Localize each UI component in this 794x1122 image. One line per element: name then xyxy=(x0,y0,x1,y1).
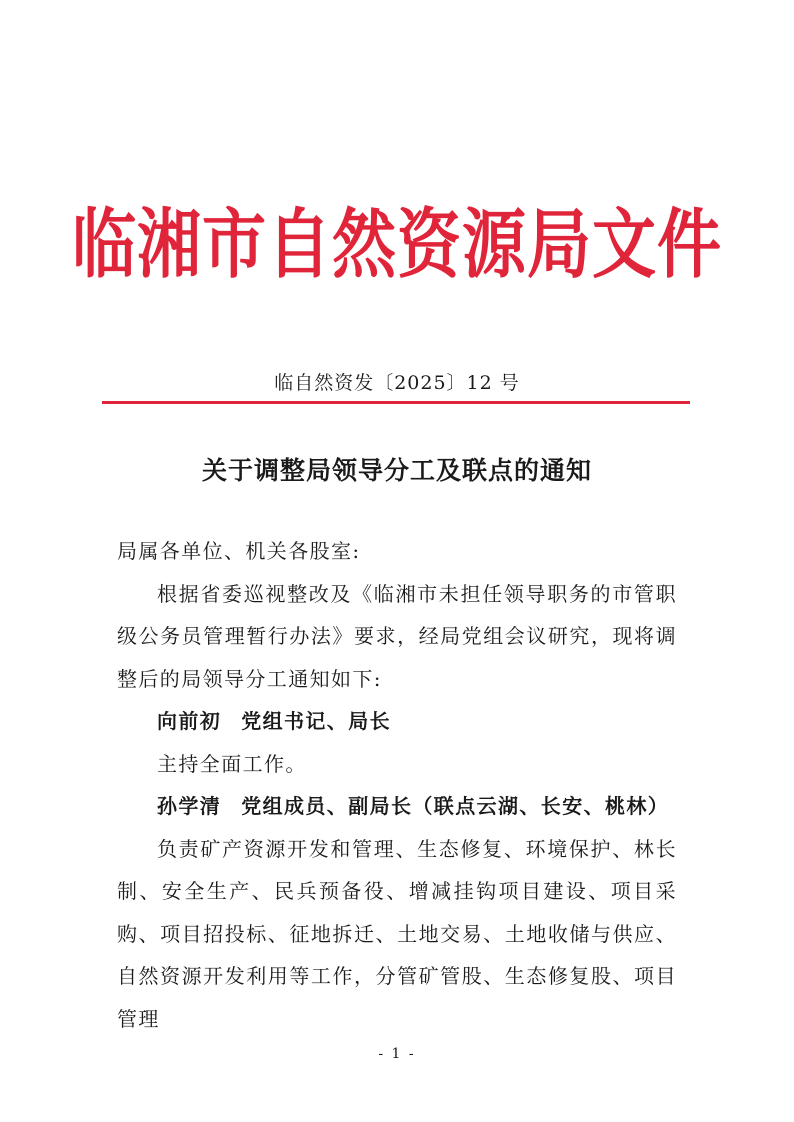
masthead-title: 临湘市自然资源局文件 xyxy=(72,202,722,290)
leader-title: 党组成员、副局长（联点云湖、长安、桃林） xyxy=(241,794,670,818)
red-divider-line xyxy=(102,401,690,404)
leader-heading xyxy=(117,785,677,828)
leader-name: 向前初 xyxy=(157,709,222,733)
notice-title: 关于调整局领导分工及联点的通知 xyxy=(201,456,592,485)
leader-duties: 负责矿产资源开发和管理、生态修复、环境保护、林长制、安全生产、民兵预备役、增减挂钩项目建设、项目采购、项目招投标、征地拆迁、土地交易、土地收储与供应、自然资源开发利用等工作，分管矿管股、生态修复股、项目管理 xyxy=(117,836,677,1031)
intro-paragraph: 根据省委巡视整改及《临湘市未担任领导职务的市管职级公务员管理暂行办法》要求，经局党组会议研究，现将调整后的局领导分工通知如下: xyxy=(117,581,677,691)
leader-duties: 主持全面工作。 xyxy=(157,751,307,776)
leader-title: 党组书记、局长 xyxy=(241,709,392,733)
salutation: 局属各单位、机关各股室: xyxy=(117,539,361,563)
notice-body xyxy=(117,530,677,1040)
leader-heading xyxy=(117,700,677,743)
leader-name: 孙学清 xyxy=(157,794,222,818)
document-number: 临自然资发〔2025〕12 号 xyxy=(274,372,520,394)
page-number: - 1 - xyxy=(378,1046,416,1062)
